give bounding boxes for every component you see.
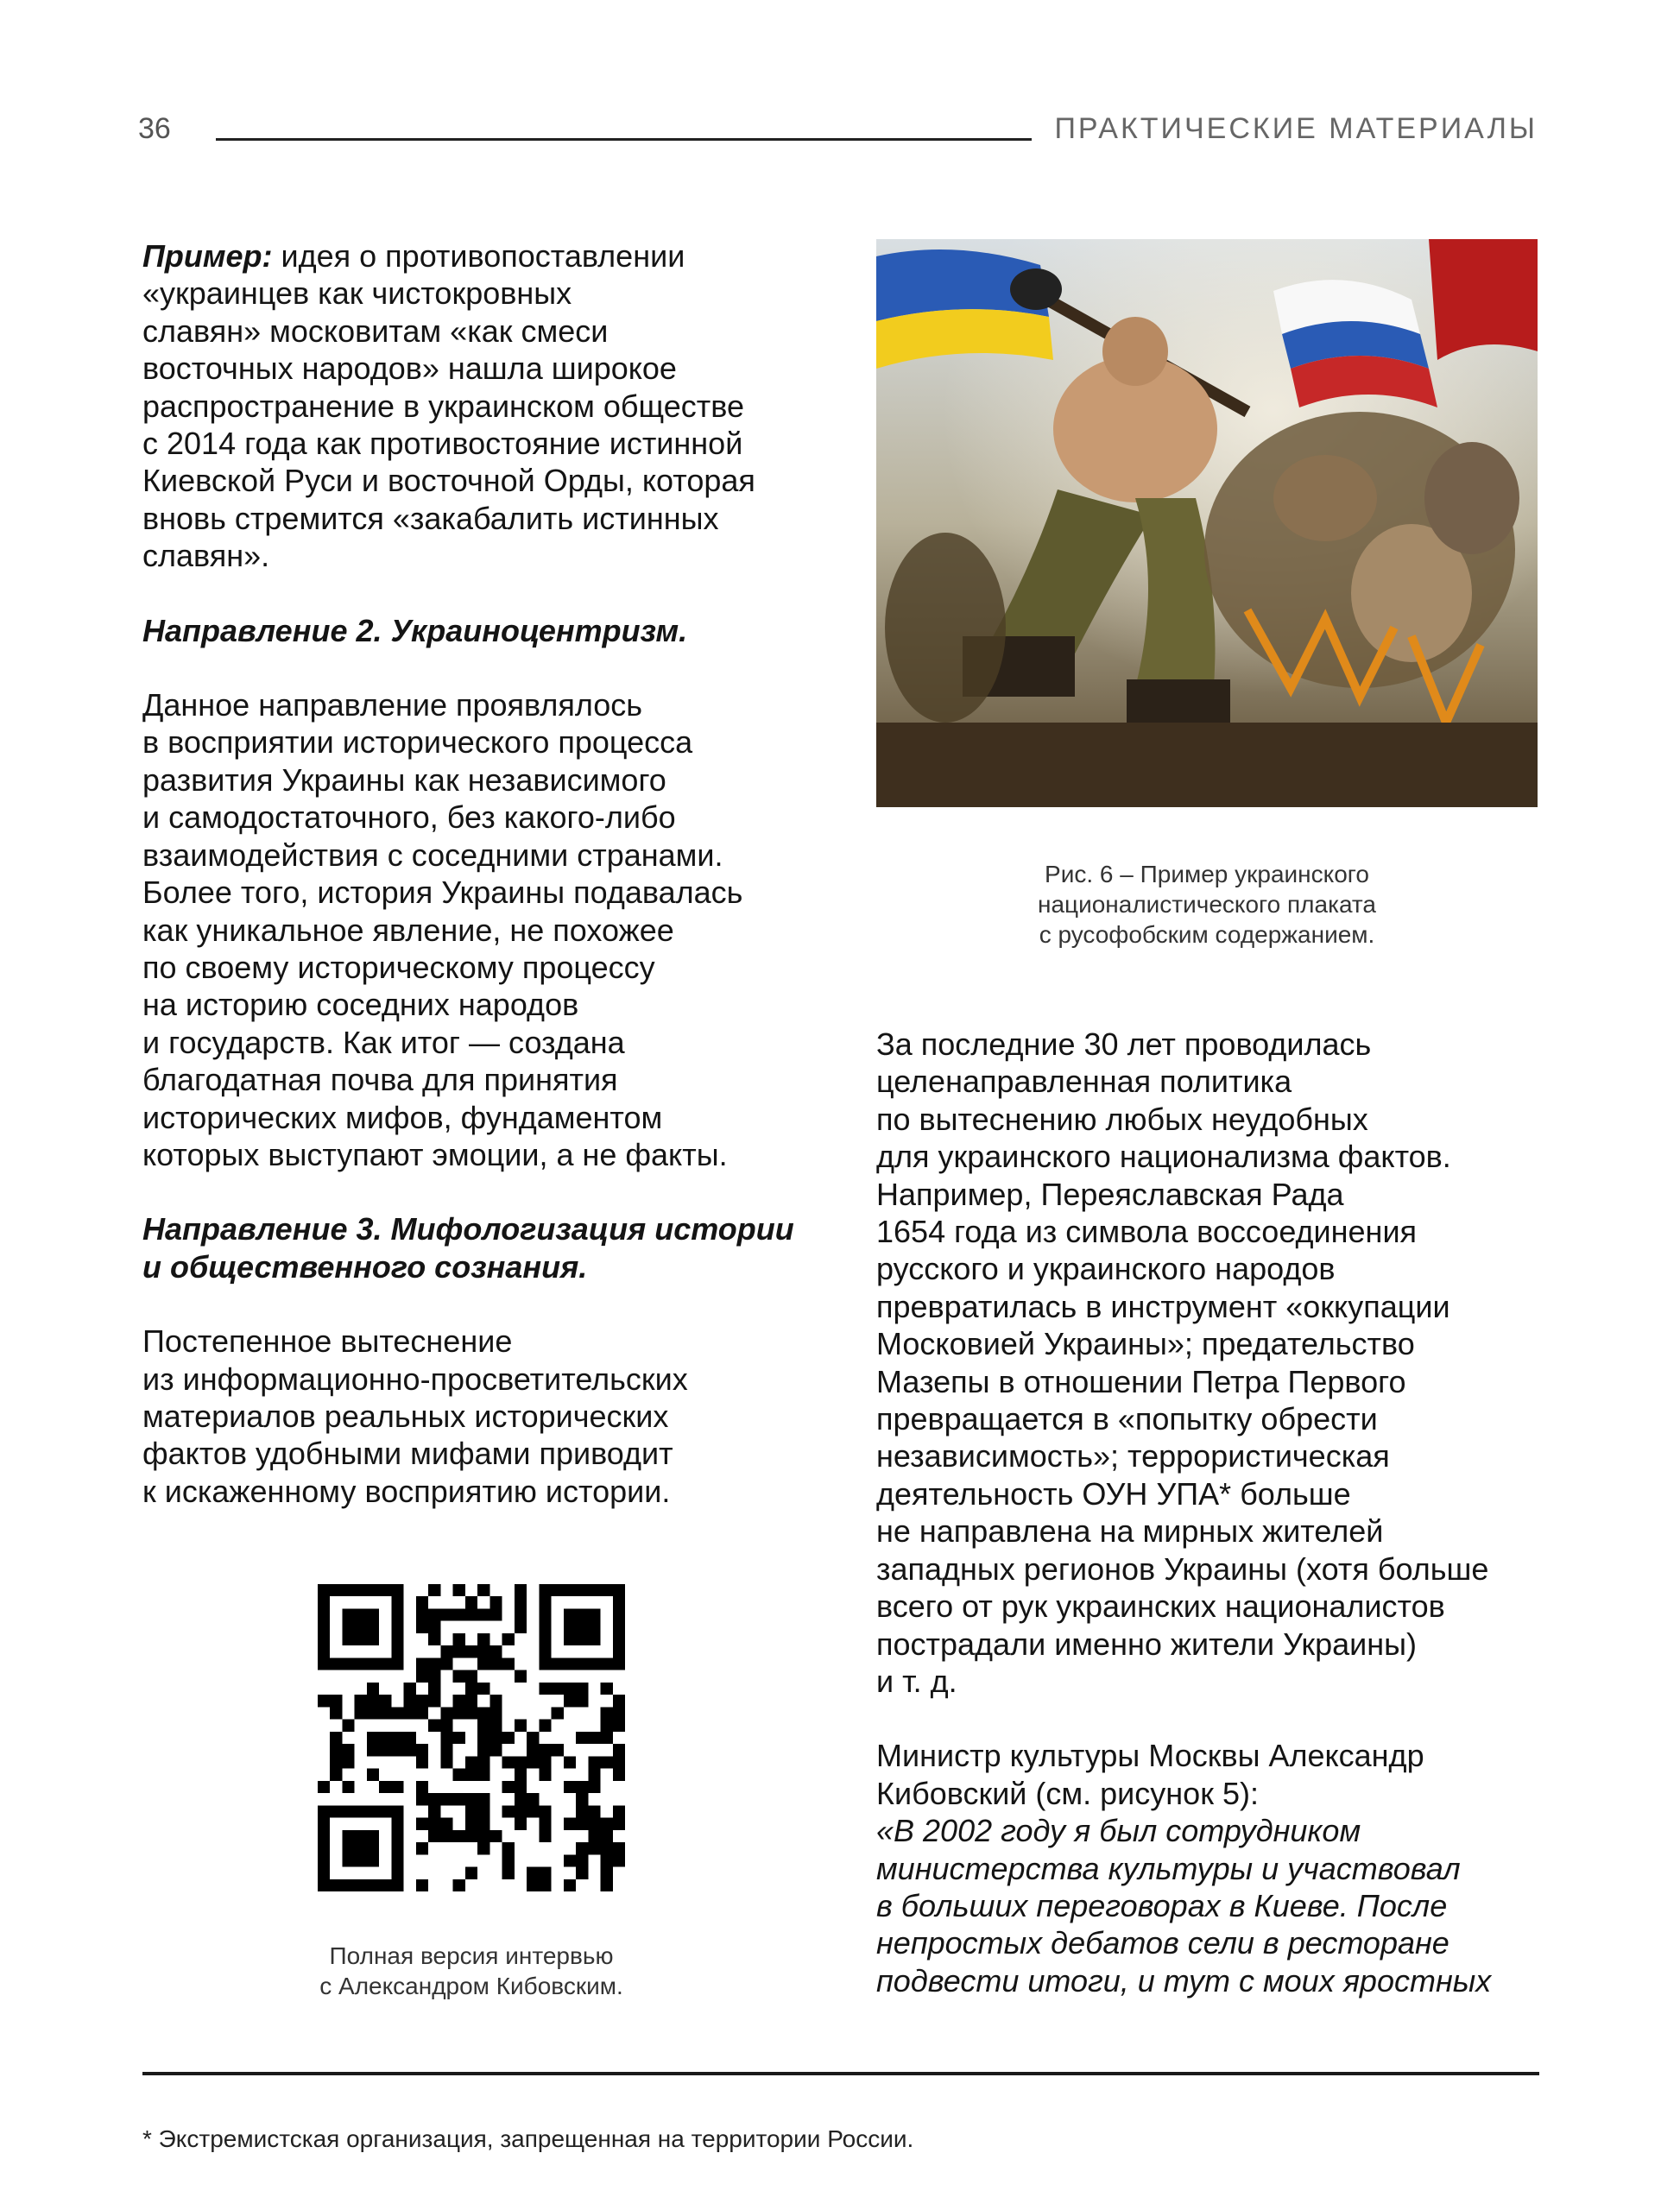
figure-caption: Рис. 6 – Пример украинского националистического плаката с русофобским содержанием.	[1038, 861, 1376, 948]
right-column	[876, 1026, 1550, 1999]
poster-image	[876, 239, 1538, 807]
footnote: * Экстремистская организация, запрещенная на территории России.	[142, 2125, 914, 2152]
minister-intro: Министр культуры Москвы Александр Кибовский (см. рисунок 5):	[876, 1738, 1424, 1811]
example-text: идея о противопоставлении «украинцев как чистокровных славян» московитам «как смеси восточных народов» нашла широкое распространение в украинском обществе с 2014 года как противостояние истинной Киевской Руси и восточной Орды, которая вновь стремится «закабалить истинных славян».	[142, 238, 755, 574]
minister-quote: «В 2002 году я был сотрудником министерства культуры и участвовал в больших переговорах в Киеве. После непростых дебатов сели в ресторане подвести итоги, и тут с моих яростных	[876, 1813, 1492, 1998]
page-number: 36	[138, 112, 171, 145]
header-divider	[216, 138, 1032, 141]
qr-code[interactable]	[318, 1584, 625, 1891]
direction-3-heading: Направление 3. Мифологизация истории и общественного сознания.	[142, 1211, 794, 1285]
footer-divider	[142, 2072, 1539, 2075]
left-column	[142, 237, 824, 1510]
direction-2-heading: Направление 2. Украиноцентризм.	[142, 612, 688, 648]
history-paragraph: За последние 30 лет проводилась целенаправленная политика по вытеснению любых неудобных для украинского национализма фактов. Например, Переяславская Рада 1654 года из символа воссоединения русского и украинского народов превратилась в инструмент «оккупации Московией Украины»; предательство Мазепы в отношении Петра Первого превращается в «попытку обрести независимость»; террористическая деятельность ОУН УПА* больше не направлена на мирных жителей западных регионов Украины (хотя больше всего от рук украинских националистов пострадали именно жители Украины) и т. д.	[876, 1026, 1489, 1699]
direction-3-paragraph: Постепенное вытеснение из информационно-просветительских материалов реальных исторических фактов удобными мифами приводит к искаженному восприятию истории.	[142, 1323, 688, 1509]
example-lead: Пример:	[142, 238, 273, 274]
section-title: ПРАКТИЧЕСКИЕ МАТЕРИАЛЫ	[1054, 112, 1538, 145]
example-paragraph	[142, 237, 824, 575]
direction-2-paragraph: Данное направление проявлялось в восприятии исторического процесса развития Украины как независимого и самодостаточного, без какого-либо взаимодействия с соседними странами. Более того, история Украины подавалась как уникальное явление, не похожее по своему историческому процессу на историю соседних народов и государств. Как итог — создана благодатная почва для принятия исторических мифов, фундаментом которых выступают эмоции, а не факты.	[142, 687, 743, 1172]
qr-caption: Полная версия интервью с Александром Кибовским.	[319, 1942, 623, 1999]
